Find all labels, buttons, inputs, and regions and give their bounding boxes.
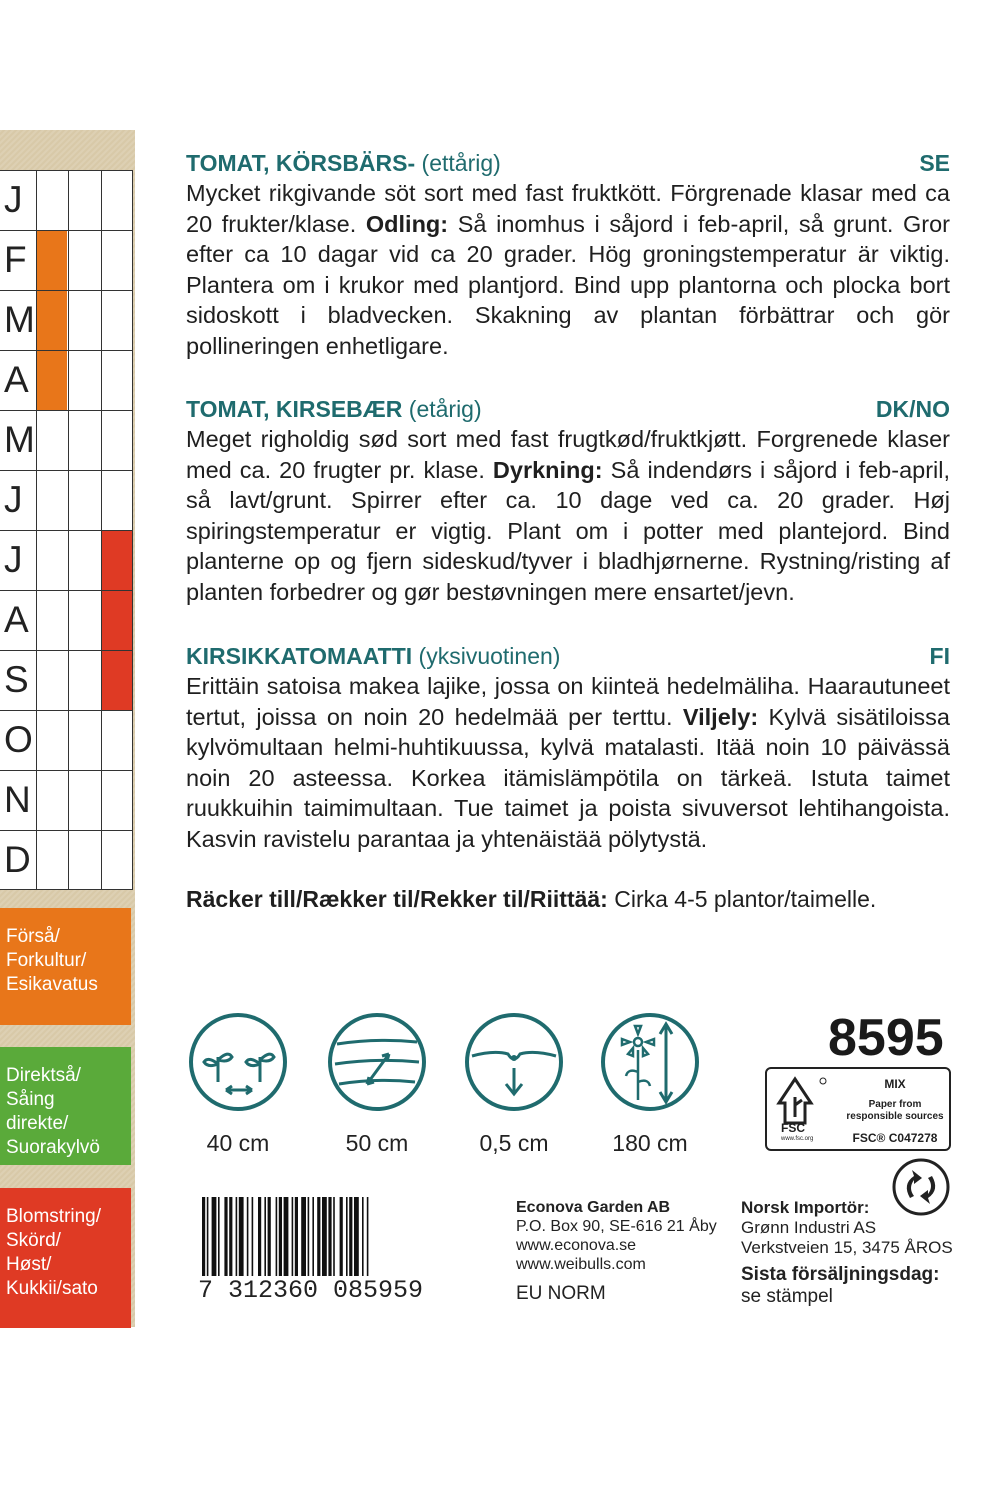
month-letter: A bbox=[4, 599, 29, 640]
body-bold: Odling: bbox=[365, 210, 449, 237]
calendar-cell bbox=[101, 471, 132, 530]
calendar-cell bbox=[36, 351, 67, 410]
body-text: Så indendørs i såjord i feb-april, så lavt/grunt. Spirrer efter ca. 10 dage ved ca. 20 grader. Høj spiringstemperatur er vigtig. Plant om i potter med plantejord. Bind planterne op og fjern sideskud/tyver i bladhjørnerne. Rystning/risting af planten forbedrer og gør bestøvningen mere ensartet/jevn. bbox=[186, 456, 951, 605]
eu-norm: EU NORM bbox=[516, 1283, 606, 1304]
month-letter: N bbox=[4, 779, 31, 820]
legend-presow-label: Förså/ Forkultur/ Esikavatus bbox=[6, 926, 98, 995]
barcode-bar bbox=[276, 1197, 278, 1281]
calendar-cell bbox=[101, 171, 132, 230]
calendar-month-row bbox=[0, 770, 133, 830]
legend-bloom-label: Blomstring/ Skörd/ Høst/ Kukkii/sato bbox=[6, 1206, 102, 1299]
month-letter: M bbox=[4, 419, 35, 460]
icon-label: 40 cm bbox=[206, 1130, 270, 1156]
barcode-bar bbox=[252, 1197, 254, 1281]
barcode-bar bbox=[349, 1197, 352, 1281]
body-text: Kylvä sisätiloissa kylvömultaan helmi-huhtikuussa, kylvä matalasti. Itää noin 10 päivässä noin 20 asteessa. Korkea itämislämpötila on tärkeä. Istuta taimet ruukkuihin taimimultaan. Tue taimet ja poista sivuversot lehtihangoista. Kasvin ravistelu parantaa ja yhtenäistää pölytystä. bbox=[186, 703, 950, 852]
language-code: SE bbox=[919, 150, 950, 176]
calendar-month-row bbox=[0, 230, 133, 290]
legend-presow bbox=[0, 908, 131, 1025]
calendar-month-row bbox=[0, 830, 133, 890]
sowing-calendar bbox=[0, 170, 133, 890]
company-web: www.weibulls.com bbox=[516, 1256, 646, 1273]
month-letter: J bbox=[4, 539, 23, 580]
body-bold: Viljely: bbox=[682, 703, 759, 730]
variety-name: TOMAT, KIRSEBÆR bbox=[186, 396, 403, 422]
yield-line bbox=[186, 886, 876, 913]
barcode-bar bbox=[308, 1197, 310, 1281]
calendar-cell bbox=[68, 831, 99, 889]
barcode-bar bbox=[239, 1197, 244, 1281]
calendar-cell bbox=[36, 711, 67, 770]
calendar-cell bbox=[101, 411, 132, 470]
barcode-bar bbox=[236, 1197, 238, 1281]
body-text: Mycket rikgivande söt sort med fast fruktkött. Förgrenade klasar med ca 20 frukter/klase. bbox=[186, 180, 950, 237]
calendar-cell bbox=[68, 411, 99, 470]
section-body bbox=[186, 671, 950, 854]
fsc-code: FSC® C047278 bbox=[852, 1131, 938, 1145]
calendar-month-row bbox=[0, 530, 133, 590]
calendar-cell bbox=[68, 531, 99, 590]
body-text: Meget righoldig sød sort med fast frugtkød/fruktkjøtt. Forgrenede klaser med ca. 20 frugter pr. klase. bbox=[186, 426, 950, 483]
barcode-bar bbox=[224, 1197, 227, 1281]
calendar-cell bbox=[68, 171, 99, 230]
plant-spacing-icon bbox=[188, 1012, 288, 1112]
month-letter: J bbox=[4, 179, 23, 220]
sowing-depth-icon bbox=[464, 1012, 564, 1112]
calendar-cell bbox=[101, 291, 132, 350]
icon-label: 0,5 cm bbox=[479, 1130, 549, 1156]
barcode-bar bbox=[317, 1197, 320, 1281]
month-letter: O bbox=[4, 719, 33, 760]
calendar-cell bbox=[36, 231, 67, 290]
calendar-cell bbox=[68, 231, 99, 290]
calendar-cell bbox=[68, 291, 99, 350]
barcode-bar bbox=[247, 1197, 249, 1281]
row-spacing-icon bbox=[327, 1012, 427, 1112]
month-letter: J bbox=[4, 479, 23, 520]
fsc-logo-text: FSC bbox=[781, 1121, 805, 1135]
company-address: P.O. Box 90, SE-616 21 Åby bbox=[516, 1218, 717, 1235]
barcode-bar bbox=[212, 1197, 217, 1281]
calendar-cell bbox=[101, 231, 132, 290]
importer-address: Verkstveien 15, 3475 ÅROS bbox=[741, 1238, 953, 1257]
barcode-bar bbox=[322, 1197, 327, 1281]
calendar-month-row bbox=[0, 470, 133, 530]
importer-info bbox=[741, 1198, 953, 1308]
month-letter: M bbox=[4, 299, 35, 340]
body-text: Så inomhus i såjord i feb-april, så grunt. Gror efter ca 10 dagar vid ca 20 grader. Hög groningstemperatur är viktig. Plantera om i krukor med plantjord. Bind upp plantorna och plocka bort sidoskott i bladvecken. Skakning av plantan förbättrar och gör pollineringen enhetligare. bbox=[186, 210, 950, 359]
calendar-cell bbox=[36, 531, 67, 590]
calendar-cell bbox=[36, 771, 67, 830]
calendar-cell bbox=[101, 831, 132, 889]
body-text: Erittäin satoisa makea lajike, jossa on kiinteä hedelmäliha. Haarautuneet tertut, joissa on noin 20 hedelmää per terttu. bbox=[186, 673, 950, 730]
barcode-bar bbox=[333, 1197, 335, 1281]
calendar-month-row bbox=[0, 170, 133, 230]
barcode-bar bbox=[295, 1197, 298, 1281]
yield-label: Räcker till/Rækker til/Rekker til/Riittää: bbox=[186, 886, 608, 912]
section-header bbox=[186, 148, 950, 178]
icon-label: 180 cm bbox=[612, 1130, 688, 1156]
barcode-bar bbox=[346, 1197, 348, 1281]
barcode-bar bbox=[312, 1197, 314, 1281]
calendar-cell bbox=[68, 651, 99, 710]
legend-direct-label: Direktså/ Såing direkte/ Suorakylvö bbox=[6, 1065, 100, 1158]
article-number: 8595 bbox=[828, 1009, 944, 1067]
barcode-bar bbox=[268, 1197, 271, 1281]
barcode-bar bbox=[279, 1197, 282, 1281]
month-letter: S bbox=[4, 659, 29, 700]
month-letter: A bbox=[4, 359, 29, 400]
calendar-month-row bbox=[0, 710, 133, 770]
calendar-cell bbox=[101, 531, 132, 590]
calendar-month-row bbox=[0, 590, 133, 650]
fsc-label bbox=[765, 1067, 951, 1151]
company-info bbox=[516, 1198, 717, 1305]
section-body bbox=[186, 178, 950, 361]
calendar-cell bbox=[101, 591, 132, 650]
calendar-cell bbox=[101, 771, 132, 830]
calendar-cell bbox=[36, 651, 67, 710]
calendar-cell bbox=[36, 471, 67, 530]
barcode-bar bbox=[258, 1197, 261, 1281]
variety-subtitle: (yksivuotinen) bbox=[418, 643, 561, 669]
barcode-bar bbox=[264, 1197, 266, 1281]
barcode-bar bbox=[362, 1197, 364, 1281]
calendar-month-row bbox=[0, 290, 133, 350]
legend-bloom bbox=[0, 1188, 131, 1328]
calendar-cell bbox=[101, 651, 132, 710]
fsc-desc: Paper from responsible sources bbox=[846, 1099, 944, 1122]
variety-subtitle: (etårig) bbox=[408, 396, 482, 422]
barcode-bar bbox=[229, 1197, 232, 1281]
calendar-cell bbox=[36, 831, 67, 889]
month-letter: F bbox=[4, 239, 27, 280]
calendar-month-row bbox=[0, 410, 133, 470]
fsc-mix: MIX bbox=[884, 1077, 906, 1091]
calendar-cell bbox=[36, 411, 67, 470]
calendar-month-row bbox=[0, 350, 133, 410]
company-name: Econova Garden AB bbox=[516, 1199, 671, 1216]
barcode-bar bbox=[218, 1197, 220, 1281]
barcode-bar bbox=[354, 1197, 359, 1281]
calendar-cell bbox=[68, 711, 99, 770]
calendar-cell bbox=[68, 471, 99, 530]
calendar-cell bbox=[101, 351, 132, 410]
calendar-cell bbox=[68, 351, 99, 410]
company-web: www.econova.se bbox=[516, 1237, 637, 1254]
barcode-bar bbox=[301, 1197, 306, 1281]
fsc-url: www.fsc.org bbox=[781, 1136, 814, 1142]
icon-label: 50 cm bbox=[345, 1130, 409, 1156]
month-letter: D bbox=[4, 839, 31, 880]
variety-subtitle: (ettårig) bbox=[421, 150, 501, 176]
plant-height-icon bbox=[600, 1012, 700, 1112]
variety-name: TOMAT, KÖRSBÄRS- bbox=[186, 150, 416, 176]
barcode-bar bbox=[328, 1197, 331, 1281]
calendar-month-row bbox=[0, 650, 133, 710]
barcode-bar bbox=[340, 1197, 343, 1281]
section-body bbox=[186, 424, 950, 607]
importer-name: Grønn Industri AS bbox=[741, 1218, 877, 1237]
legend-direct-sow bbox=[0, 1047, 131, 1165]
barcode-digits: 7 312360 085959 bbox=[198, 1276, 424, 1305]
importer-label: Norsk Importör: bbox=[741, 1198, 870, 1217]
language-code: FI bbox=[929, 643, 950, 669]
calendar-cell bbox=[68, 591, 99, 650]
section-header bbox=[186, 641, 950, 671]
last-sale-label: Sista försäljningsdag: bbox=[741, 1264, 940, 1285]
section-dk-no bbox=[186, 394, 950, 607]
yield-value: Cirka 4-5 plantor/taimelle. bbox=[607, 886, 877, 912]
section-se bbox=[186, 148, 950, 361]
last-sale-value: se stämpel bbox=[741, 1286, 833, 1307]
calendar-cell bbox=[101, 711, 132, 770]
section-header bbox=[186, 394, 950, 424]
section-fi bbox=[186, 641, 950, 854]
language-code: DK/NO bbox=[875, 396, 950, 422]
calendar-cell bbox=[36, 591, 67, 650]
variety-name: KIRSIKKATOMAATTI bbox=[186, 643, 413, 669]
body-bold: Dyrkning: bbox=[492, 456, 603, 483]
calendar-cell bbox=[36, 171, 67, 230]
calendar-cell bbox=[68, 771, 99, 830]
calendar-cell bbox=[36, 291, 67, 350]
